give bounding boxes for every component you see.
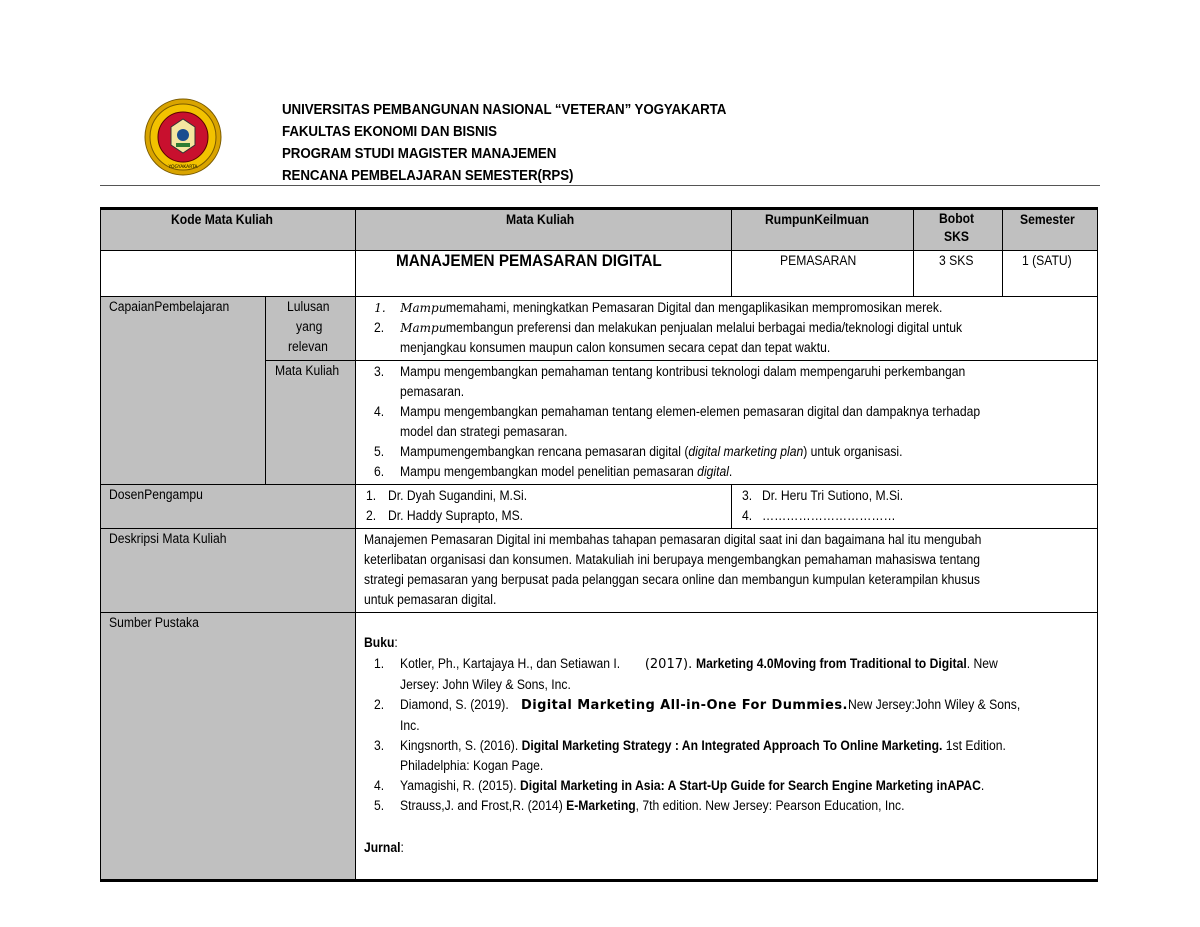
book-item: 1. Kotler, Ph., Kartajaya H., dan Setiawan I.(2017). Marketing 4.0Moving from Traditional to Digital. New Jersey: John Wiley & Sons, Inc. xyxy=(374,656,998,692)
outcome-item: 2. Mampumembangun preferensi dan melakukan penjualan melalui berbagai media/teknologi digital untuk menjangkau konsumen maupun calon konsumen secara cepat dan tepat waktu. xyxy=(374,320,963,355)
lecturers-label: DosenPengampu xyxy=(101,485,356,529)
outcome-item: 1. Mampumemahami, meningkatkan Pemasaran Digital dan mengaplikasikan mempromosikan merek. xyxy=(374,300,943,315)
credit-value: 3 SKS xyxy=(914,251,1003,297)
logo-base xyxy=(176,143,190,147)
outcome-item: 6. Mampu mengembangkan model penelitian pemasaran digital. xyxy=(374,464,733,479)
book-item: 2. Diamond, S. (2019).Digital Marketing All-in-One For Dummies.New Jersey:John Wiley & Sons, Inc. xyxy=(374,697,1021,733)
book-item: 3. Kingsnorth, S. (2016). Digital Marketing Strategy : An Integrated Approach To Online Marketing. 1st Edition. Philadelphia: Kogan Page. xyxy=(374,738,1007,773)
lecturer-item: 1. Dr. Dyah Sugandini, M.Si. xyxy=(366,488,528,503)
lecturer-item: 3. Dr. Heru Tri Sutiono, M.Si. xyxy=(742,488,904,503)
lecturers-left xyxy=(356,485,732,529)
logo-emblem xyxy=(177,129,189,141)
sources-content: Buku: 1. Kotler, Ph., Kartajaya H., dan Setiawan I.(2017). Marketing 4.0Moving from Traditional to Digital. New Jersey: John Wiley & Sons, Inc. 2. Diamond, S. (2019).Digital Marketing All-in-One For Dummies.New Jersey:John Wiley & Sons, Inc. 3. Kingsnorth, S. (2016). Digital Marketing Strategy : An Integrated Approach To Online Marketing. 1st Edition. Philadelphia: Kogan Page. 4. Yamagishi, R. (2015). Digital Marketing in Asia: A Start-Up Guide for Search Engine Marketing inAPAC. 5. Strauss,J. and Frost,R. (2014) E-Marketing, 7th edition. New Jersey: Pearson Education, Inc. Jurnal: xyxy=(356,613,1098,881)
lecturer-item: 2. Dr. Haddy Suprapto, MS. xyxy=(366,508,524,523)
outcomes-graduate-row xyxy=(101,297,1098,361)
sources-label: Sumber Pustaka xyxy=(101,613,356,881)
col-header-course: Mata Kuliah xyxy=(356,209,732,251)
book-item: 5. Strauss,J. and Frost,R. (2014) E-Marketing, 7th edition. New Jersey: Pearson Education, Inc. xyxy=(374,798,905,813)
field-value: PEMASARAN xyxy=(732,251,914,297)
header-row xyxy=(101,209,1098,251)
course-code-value xyxy=(101,251,356,297)
books-label: Buku xyxy=(364,635,395,650)
graduate-outcomes-list xyxy=(356,297,1098,361)
course-name-value: MANAJEMEN PEMASARAN DIGITAL xyxy=(356,251,732,297)
rps-table xyxy=(100,207,1098,882)
col-header-semester: Semester xyxy=(1002,209,1097,251)
faculty-name: FAKULTAS EKONOMI DAN BISNIS xyxy=(282,124,497,140)
journals-label: Jurnal xyxy=(364,840,401,855)
document-header xyxy=(282,99,765,187)
outcome-item: 4. Mampu mengembangkan pemahaman tentang elemen-elemen pemasaran digital dan dampaknya terhadap model dan strategi pemasaran. xyxy=(374,404,981,439)
outcome-item: 5. Mampumengembangkan rencana pemasaran digital (digital marketing plan) untuk organisasi. xyxy=(374,444,903,459)
document-title: RENCANA PEMBELAJARAN SEMESTER(RPS) xyxy=(282,168,574,184)
outcome-item: 3. Mampu mengembangkan pemahaman tentang kontribusi teknologi dalam mempengaruhi perkembangan pemasaran. xyxy=(374,364,966,399)
info-row xyxy=(101,251,1098,297)
lecturers-row xyxy=(101,485,1098,529)
description-row xyxy=(101,529,1098,613)
description-text: Manajemen Pemasaran Digital ini membahas tahapan pemasaran digital saat ini dan bagaimana hal itu mengubah keterlibatan organisasi dan konsumen. Matakuliah ini berupaya mengembangkan pemahaman mahasiswa tentang strategi pemasaran yang berpusat pada pelanggan secara online dan membangun kumpulan keterampilan khusus untuk pemasaran digital. xyxy=(356,529,1098,613)
course-outcomes-label: Mata Kuliah xyxy=(265,361,356,485)
description-label: Deskripsi Mata Kuliah xyxy=(101,529,356,613)
logo-text: YOGYAKARTA xyxy=(168,165,198,170)
lecturer-item: 4. …………………………… xyxy=(742,508,896,523)
graduate-outcomes-label: Lulusan yang relevan xyxy=(265,297,356,361)
col-header-field: RumpunKeilmuan xyxy=(732,209,914,251)
sources-row xyxy=(101,613,1098,881)
semester-value: 1 (SATU) xyxy=(1002,251,1097,297)
program-name: PROGRAM STUDI MAGISTER MANAJEMEN xyxy=(282,146,557,162)
university-name: UNIVERSITAS PEMBANGUNAN NASIONAL “VETERAN” YOGYAKARTA xyxy=(282,102,727,118)
university-logo xyxy=(143,97,223,177)
header-divider xyxy=(100,185,1100,186)
col-header-code: Kode Mata Kuliah xyxy=(101,209,356,251)
col-header-credit: Bobot SKS xyxy=(914,209,1003,251)
book-item: 4. Yamagishi, R. (2015). Digital Marketing in Asia: A Start-Up Guide for Search Engine Marketing inAPAC. xyxy=(374,778,985,793)
outcomes-label: CapaianPembelajaran xyxy=(101,297,266,485)
course-outcomes-list xyxy=(356,361,1098,485)
lecturers-right xyxy=(732,485,1098,529)
